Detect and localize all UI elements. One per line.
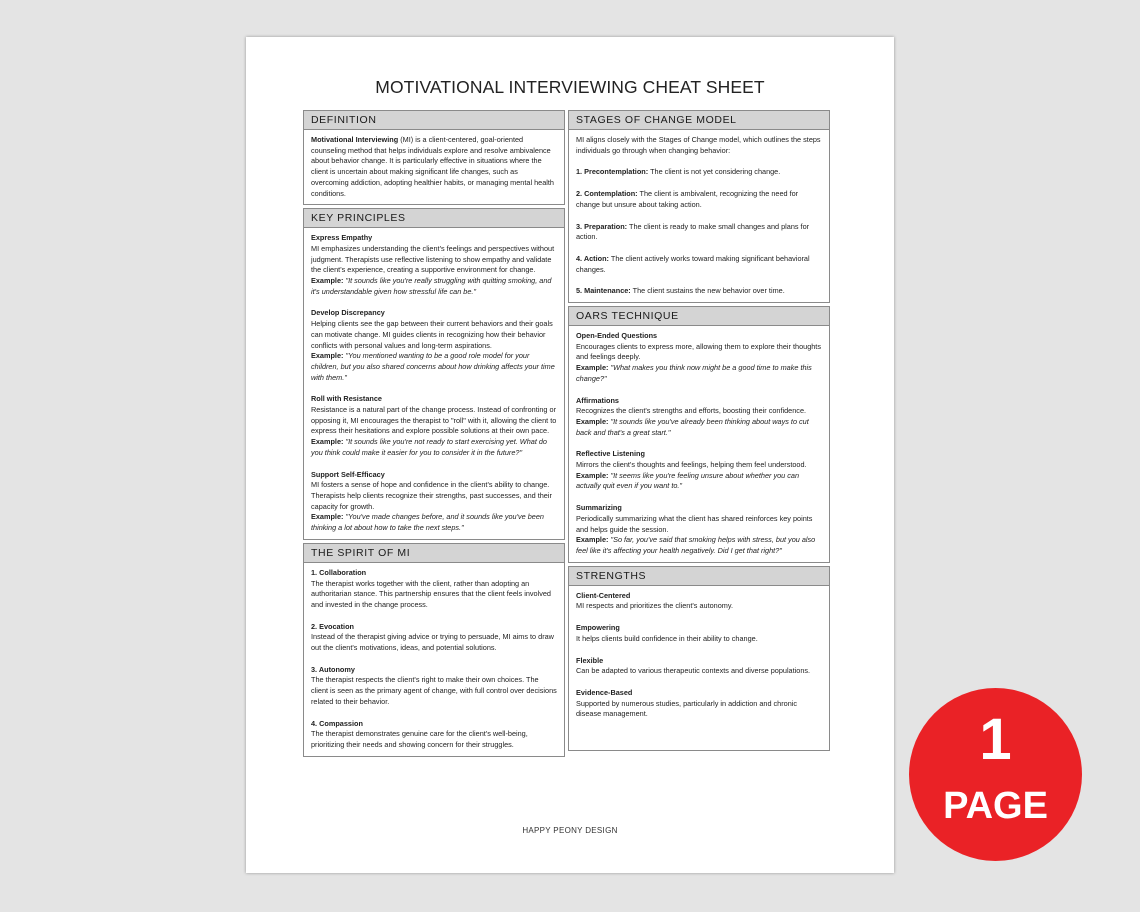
item-title: Affirmations <box>576 395 619 405</box>
section-header: THE SPIRIT OF MI <box>304 544 564 563</box>
item-text: The therapist works together with the client, rather than adopting an authoritarian stance. This partnership ensures that the client feels involved and invested in the change process. <box>311 578 551 609</box>
spirit-item <box>311 665 557 708</box>
spirit-section <box>303 543 565 757</box>
footer-brand: HAPPY PEONY DESIGN <box>522 826 618 835</box>
item-example: Example: "So far, you've said that smoking helps with stress, but you also feel like it's affecting your health negatively. Did I get that right?" <box>576 535 816 555</box>
page-title: MOTIVATIONAL INTERVIEWING CHEAT SHEET <box>375 77 765 97</box>
item-title: 4. Compassion <box>311 718 363 728</box>
oars-item <box>576 396 822 439</box>
section-header: DEFINITION <box>304 111 564 130</box>
item-title: 2. Evocation <box>311 621 354 631</box>
right-column <box>568 110 830 754</box>
item-title: Flexible <box>576 655 604 665</box>
item-text: Helping clients see the gap between their current behaviors and their goals can motivate change. MI guides clients in recognizing how their behavior conflicts with personal values and long-term aspirations. <box>311 319 553 350</box>
section-header: STAGES OF CHANGE MODEL <box>569 111 829 130</box>
oars-item <box>576 331 822 385</box>
principle-item <box>311 233 557 297</box>
item-text: Mirrors the client's thoughts and feelings, helping them feel understood. <box>576 460 807 470</box>
item-text: The therapist demonstrates genuine care for the client's well-being, prioritizing their needs and showing concern for their struggles. <box>311 729 528 749</box>
item-example: Example: "It sounds like you've already been thinking about ways to cut back and that's a great start." <box>576 416 809 437</box>
strength-item <box>576 656 822 677</box>
definition-text: Motivational Interviewing (MI) is a client-centered, goal-oriented counseling method that helps individuals explore and resolve ambivalence about behavior change. It is particularly effective in situations where the client is uncertain about making significant life changes, such as overcoming addiction, adopting healthier habits, or managing mental health conditions. <box>311 135 554 198</box>
strength-item <box>576 623 822 644</box>
item-text: MI fosters a sense of hope and confidence in the client's ability to change. Therapists help clients recognize their strengths, past successes, and their capacity for growth. <box>311 480 552 511</box>
strength-item <box>576 591 822 612</box>
stage-item: 3. Preparation: The client is ready to make small changes and plans for action. <box>576 221 810 242</box>
item-example: Example: "What makes you think now might be a good time to make this change?" <box>576 363 812 383</box>
oars-section <box>568 306 830 563</box>
item-title: Empowering <box>576 623 620 633</box>
item-text: Recognizes the client's strengths and efforts, boosting their confidence. <box>576 406 807 416</box>
principle-item <box>311 394 557 458</box>
item-text: MI emphasizes understanding the client's feelings and perspectives without judgment. Therapists use reflective listening to show empathy and validate the client's experience, creating a supportive environment for change. <box>311 243 555 275</box>
cheat-sheet-page <box>246 37 894 873</box>
item-example: Example: "It sounds like you're not ready to start exercising yet. What do you think could make it easier for you to consider it in the future?" <box>311 437 547 457</box>
item-text: Resistance is a natural part of the change process. Instead of confronting or opposing it, MI encourages the therapist to "roll" with it, allowing the client to express their hesitations and explore possible solutions at their own pace. <box>311 405 557 436</box>
definition-section <box>303 110 565 205</box>
key-principles-section <box>303 208 565 540</box>
item-text: Instead of the therapist giving advice or trying to persuade, MI aims to draw out the client's motivations, ideas, and potential solutions. <box>311 632 554 653</box>
stage-item: 4. Action: The client actively works toward making significant behavioral changes. <box>576 253 810 274</box>
oars-item <box>576 449 822 492</box>
item-text: Encourages clients to express more, allowing them to explore their thoughts and feelings deeply. <box>576 341 821 362</box>
item-text: Can be adapted to various therapeutic contexts and diverse populations. <box>576 666 811 676</box>
spirit-item <box>311 719 557 751</box>
item-title: Client-Centered <box>576 590 631 600</box>
item-text: Periodically summarizing what the client has shared reinforces key points and helps guide the session. <box>576 513 813 534</box>
item-title: Open-Ended Questions <box>576 331 658 341</box>
item-title: 3. Autonomy <box>311 664 355 674</box>
item-example: Example: "It sounds like you're really struggling with quitting smoking, and it's understandable given how stressful life can be." <box>311 276 552 296</box>
item-title: 1. Collaboration <box>311 567 367 577</box>
principle-item <box>311 308 557 383</box>
item-text: The therapist respects the client's right to make their own choices. The client is seen as the primary agent of change, with full control over decisions related to their behavior. <box>311 675 557 706</box>
section-header: OARS TECHNIQUE <box>569 307 829 326</box>
section-header: KEY PRINCIPLES <box>304 209 564 228</box>
item-example: Example: "You mentioned wanting to be a good role model for your children, but you also shared concerns about how drinking affects your time with them." <box>311 351 555 382</box>
strength-item <box>576 688 822 720</box>
item-title: Express Empathy <box>311 233 373 243</box>
spirit-item <box>311 568 557 611</box>
item-title: Roll with Resistance <box>311 394 382 404</box>
item-title: Support Self-Efficacy <box>311 469 385 479</box>
item-title: Develop Discrepancy <box>311 308 385 318</box>
stage-item: 2. Contemplation: The client is ambivalent, recognizing the need for change but unsure about taking action. <box>576 189 799 209</box>
badge-word: PAGE <box>943 785 1048 827</box>
strengths-section <box>568 566 830 751</box>
principle-item <box>311 470 557 534</box>
item-title: Reflective Listening <box>576 449 645 459</box>
section-header: STRENGTHS <box>569 567 829 586</box>
item-title: Summarizing <box>576 503 622 513</box>
page-count-badge <box>909 688 1082 861</box>
stage-item: 5. Maintenance: The client sustains the new behavior over time. <box>576 286 785 296</box>
item-text: It helps clients build confidence in their ability to change. <box>576 633 758 643</box>
left-column <box>303 110 565 760</box>
definition-term: Motivational Interviewing <box>311 135 399 144</box>
stages-section <box>568 110 830 303</box>
oars-item <box>576 503 822 557</box>
badge-number: 1 <box>979 707 1012 772</box>
item-example: Example: "It seems like you're feeling unsure about whether you can actually quit even if you want to." <box>576 470 800 491</box>
item-title: Evidence-Based <box>576 687 633 697</box>
item-text: Supported by numerous studies, particularly in addiction and chronic disease management. <box>576 698 798 719</box>
item-example: Example: "You've made changes before, and it sounds like you've been thinking a lot about how to take the next steps." <box>311 512 544 533</box>
spirit-item <box>311 622 557 654</box>
stage-item: 1. Precontemplation: The client is not yet considering change. <box>576 167 781 177</box>
item-text: MI respects and prioritizes the client's autonomy. <box>576 601 733 611</box>
stages-intro: MI aligns closely with the Stages of Change model, which outlines the steps individuals go through when changing behavior: <box>576 135 821 155</box>
